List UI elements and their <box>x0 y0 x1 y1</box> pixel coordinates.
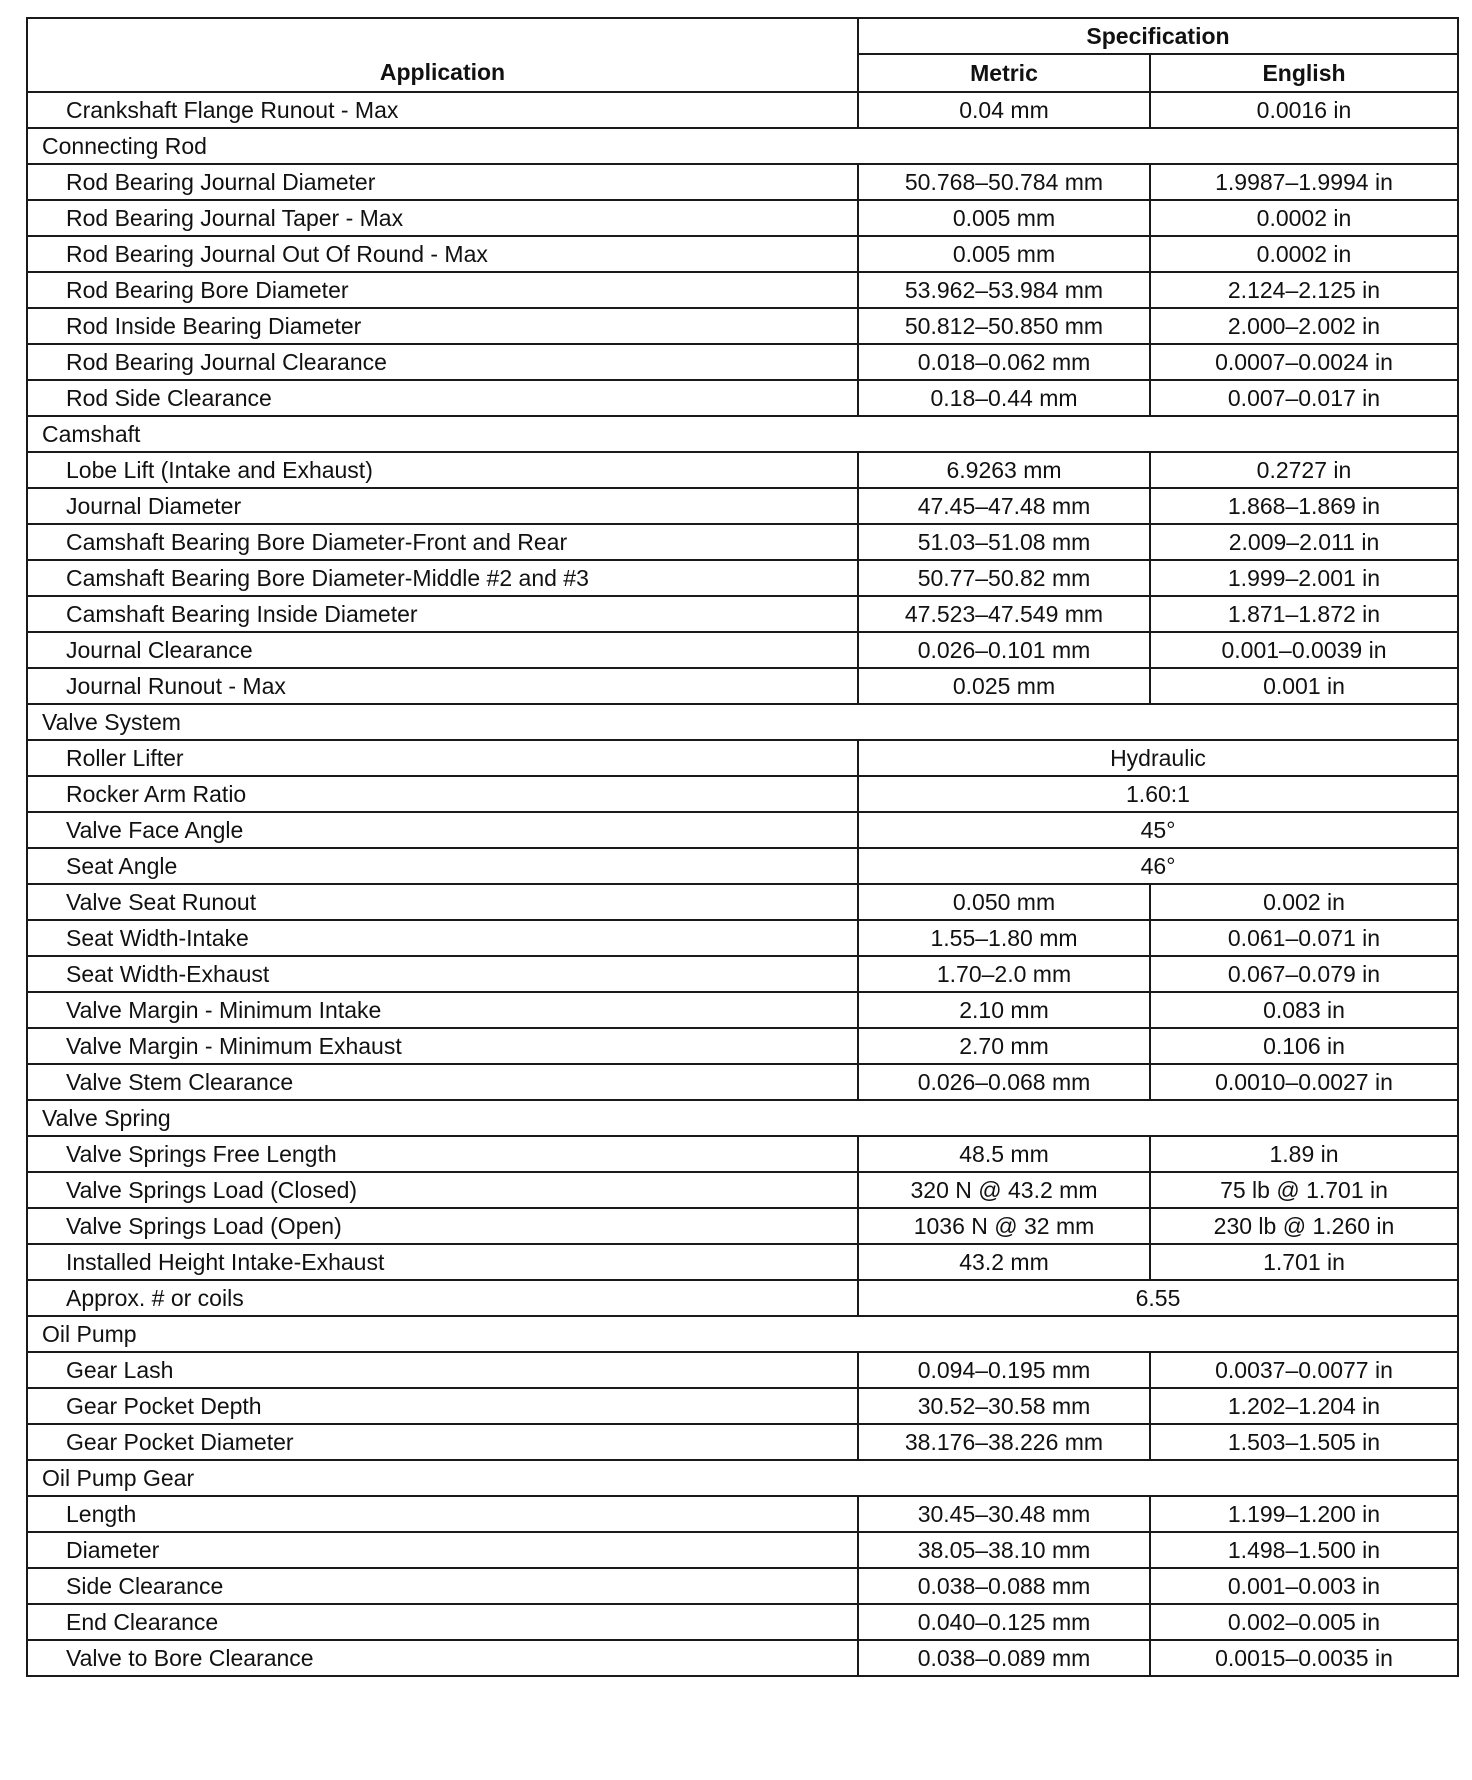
application-cell: Valve Springs Load (Open) <box>27 1208 858 1244</box>
metric-cell: 0.018–0.062 mm <box>858 344 1150 380</box>
application-cell: Rod Side Clearance <box>27 380 858 416</box>
english-cell: 2.124–2.125 in <box>1150 272 1458 308</box>
table-row <box>27 812 1458 848</box>
application-cell: Seat Width-Exhaust <box>27 956 858 992</box>
english-cell: 0.0037–0.0077 in <box>1150 1352 1458 1388</box>
english-cell: 2.009–2.011 in <box>1150 524 1458 560</box>
table-row <box>27 1136 1458 1172</box>
application-cell: Camshaft Bearing Inside Diameter <box>27 596 858 632</box>
metric-cell: 30.52–30.58 mm <box>858 1388 1150 1424</box>
english-cell: 0.0002 in <box>1150 200 1458 236</box>
application-cell: Gear Pocket Diameter <box>27 1424 858 1460</box>
application-cell: Rod Bearing Journal Clearance <box>27 344 858 380</box>
table-row <box>27 740 1458 776</box>
application-cell: Diameter <box>27 1532 858 1568</box>
english-cell: 1.503–1.505 in <box>1150 1424 1458 1460</box>
spec-value-cell: Hydraulic <box>858 740 1458 776</box>
table-row <box>27 1604 1458 1640</box>
table-row <box>27 848 1458 884</box>
table-row <box>27 1640 1458 1676</box>
application-cell: Lobe Lift (Intake and Exhaust) <box>27 452 858 488</box>
english-cell: 230 lb @ 1.260 in <box>1150 1208 1458 1244</box>
application-cell: Rod Bearing Journal Out Of Round - Max <box>27 236 858 272</box>
metric-header: Metric <box>858 54 1150 92</box>
application-cell: Valve Margin - Minimum Intake <box>27 992 858 1028</box>
table-row <box>27 1064 1458 1100</box>
english-cell: 0.001 in <box>1150 668 1458 704</box>
english-cell: 1.701 in <box>1150 1244 1458 1280</box>
metric-cell: 50.77–50.82 mm <box>858 560 1150 596</box>
table-row <box>27 668 1458 704</box>
english-header: English <box>1150 54 1458 92</box>
english-cell: 0.002 in <box>1150 884 1458 920</box>
metric-cell: 48.5 mm <box>858 1136 1150 1172</box>
section-row <box>27 1100 1458 1136</box>
application-cell: Gear Pocket Depth <box>27 1388 858 1424</box>
metric-cell: 47.45–47.48 mm <box>858 488 1150 524</box>
english-cell: 0.007–0.017 in <box>1150 380 1458 416</box>
english-cell: 2.000–2.002 in <box>1150 308 1458 344</box>
english-cell: 0.083 in <box>1150 992 1458 1028</box>
table-row <box>27 452 1458 488</box>
english-cell: 75 lb @ 1.701 in <box>1150 1172 1458 1208</box>
application-cell: Journal Runout - Max <box>27 668 858 704</box>
english-cell: 0.0007–0.0024 in <box>1150 344 1458 380</box>
application-cell: Journal Diameter <box>27 488 858 524</box>
metric-cell: 0.050 mm <box>858 884 1150 920</box>
english-cell: 0.0015–0.0035 in <box>1150 1640 1458 1676</box>
metric-cell: 30.45–30.48 mm <box>858 1496 1150 1532</box>
table-row <box>27 632 1458 668</box>
application-cell: Rod Bearing Bore Diameter <box>27 272 858 308</box>
table-row <box>27 164 1458 200</box>
application-cell: Crankshaft Flange Runout - Max <box>27 92 858 128</box>
section-label: Valve Spring <box>27 1100 1458 1136</box>
english-cell: 0.002–0.005 in <box>1150 1604 1458 1640</box>
metric-cell: 0.026–0.101 mm <box>858 632 1150 668</box>
section-label: Oil Pump <box>27 1316 1458 1352</box>
metric-cell: 43.2 mm <box>858 1244 1150 1280</box>
table-row <box>27 884 1458 920</box>
table-row <box>27 1028 1458 1064</box>
application-cell: Roller Lifter <box>27 740 858 776</box>
english-cell: 1.999–2.001 in <box>1150 560 1458 596</box>
table-row <box>27 1244 1458 1280</box>
section-label: Camshaft <box>27 416 1458 452</box>
application-cell: Valve Stem Clearance <box>27 1064 858 1100</box>
metric-cell: 0.094–0.195 mm <box>858 1352 1150 1388</box>
english-cell: 0.0002 in <box>1150 236 1458 272</box>
english-cell: 1.9987–1.9994 in <box>1150 164 1458 200</box>
table-row <box>27 1496 1458 1532</box>
section-row <box>27 416 1458 452</box>
application-cell: Valve Face Angle <box>27 812 858 848</box>
table-row <box>27 200 1458 236</box>
section-label: Oil Pump Gear <box>27 1460 1458 1496</box>
application-cell: Gear Lash <box>27 1352 858 1388</box>
application-cell: Rod Bearing Journal Diameter <box>27 164 858 200</box>
application-header: Application <box>27 18 858 92</box>
english-cell: 0.0010–0.0027 in <box>1150 1064 1458 1100</box>
application-cell: Valve to Bore Clearance <box>27 1640 858 1676</box>
spec-value-cell: 46° <box>858 848 1458 884</box>
metric-cell: 38.176–38.226 mm <box>858 1424 1150 1460</box>
english-cell: 0.061–0.071 in <box>1150 920 1458 956</box>
header-row <box>27 18 1458 54</box>
spec-value-cell: 1.60:1 <box>858 776 1458 812</box>
section-row <box>27 704 1458 740</box>
application-cell: Valve Margin - Minimum Exhaust <box>27 1028 858 1064</box>
spec-value-cell: 45° <box>858 812 1458 848</box>
application-cell: Valve Seat Runout <box>27 884 858 920</box>
specification-table <box>26 17 1459 1677</box>
table-row <box>27 1352 1458 1388</box>
application-cell: Camshaft Bearing Bore Diameter-Front and Rear <box>27 524 858 560</box>
section-label: Connecting Rod <box>27 128 1458 164</box>
section-row <box>27 1460 1458 1496</box>
table-row <box>27 308 1458 344</box>
metric-cell: 0.18–0.44 mm <box>858 380 1150 416</box>
section-row <box>27 1316 1458 1352</box>
english-cell: 1.871–1.872 in <box>1150 596 1458 632</box>
table-row <box>27 560 1458 596</box>
specification-header: Specification <box>858 18 1458 54</box>
table-row <box>27 92 1458 128</box>
english-cell: 0.001–0.003 in <box>1150 1568 1458 1604</box>
english-cell: 0.2727 in <box>1150 452 1458 488</box>
metric-cell: 53.962–53.984 mm <box>858 272 1150 308</box>
metric-cell: 0.04 mm <box>858 92 1150 128</box>
application-cell: Approx. # or coils <box>27 1280 858 1316</box>
table-row <box>27 992 1458 1028</box>
metric-cell: 0.026–0.068 mm <box>858 1064 1150 1100</box>
english-cell: 1.199–1.200 in <box>1150 1496 1458 1532</box>
table-row <box>27 956 1458 992</box>
metric-cell: 1.55–1.80 mm <box>858 920 1150 956</box>
application-cell: Rod Bearing Journal Taper - Max <box>27 200 858 236</box>
english-cell: 1.89 in <box>1150 1136 1458 1172</box>
english-cell: 0.106 in <box>1150 1028 1458 1064</box>
metric-cell: 6.9263 mm <box>858 452 1150 488</box>
metric-cell: 0.038–0.089 mm <box>858 1640 1150 1676</box>
table-row <box>27 776 1458 812</box>
metric-cell: 51.03–51.08 mm <box>858 524 1150 560</box>
table-row <box>27 1568 1458 1604</box>
metric-cell: 0.040–0.125 mm <box>858 1604 1150 1640</box>
table-row <box>27 380 1458 416</box>
table-row <box>27 1208 1458 1244</box>
table-row <box>27 920 1458 956</box>
metric-cell: 50.812–50.850 mm <box>858 308 1150 344</box>
english-cell: 0.0016 in <box>1150 92 1458 128</box>
table-row <box>27 1172 1458 1208</box>
table-row <box>27 344 1458 380</box>
application-cell: Seat Width-Intake <box>27 920 858 956</box>
metric-cell: 1036 N @ 32 mm <box>858 1208 1150 1244</box>
table-row <box>27 596 1458 632</box>
metric-cell: 0.038–0.088 mm <box>858 1568 1150 1604</box>
metric-cell: 2.70 mm <box>858 1028 1150 1064</box>
spec-value-cell: 6.55 <box>858 1280 1458 1316</box>
application-cell: Length <box>27 1496 858 1532</box>
english-cell: 0.001–0.0039 in <box>1150 632 1458 668</box>
application-cell: Rod Inside Bearing Diameter <box>27 308 858 344</box>
metric-cell: 0.005 mm <box>858 236 1150 272</box>
metric-cell: 2.10 mm <box>858 992 1150 1028</box>
application-cell: Side Clearance <box>27 1568 858 1604</box>
table-row <box>27 1532 1458 1568</box>
metric-cell: 0.025 mm <box>858 668 1150 704</box>
application-cell: Seat Angle <box>27 848 858 884</box>
application-cell: End Clearance <box>27 1604 858 1640</box>
application-cell: Installed Height Intake-Exhaust <box>27 1244 858 1280</box>
application-cell: Rocker Arm Ratio <box>27 776 858 812</box>
table-row <box>27 1424 1458 1460</box>
table-row <box>27 272 1458 308</box>
metric-cell: 47.523–47.549 mm <box>858 596 1150 632</box>
english-cell: 1.202–1.204 in <box>1150 1388 1458 1424</box>
metric-cell: 38.05–38.10 mm <box>858 1532 1150 1568</box>
english-cell: 1.498–1.500 in <box>1150 1532 1458 1568</box>
english-cell: 1.868–1.869 in <box>1150 488 1458 524</box>
application-cell: Journal Clearance <box>27 632 858 668</box>
application-cell: Valve Springs Load (Closed) <box>27 1172 858 1208</box>
english-cell: 0.067–0.079 in <box>1150 956 1458 992</box>
metric-cell: 1.70–2.0 mm <box>858 956 1150 992</box>
table-row <box>27 1280 1458 1316</box>
section-label: Valve System <box>27 704 1458 740</box>
metric-cell: 50.768–50.784 mm <box>858 164 1150 200</box>
section-row <box>27 128 1458 164</box>
specification-body <box>27 92 1458 1676</box>
application-cell: Camshaft Bearing Bore Diameter-Middle #2 and #3 <box>27 560 858 596</box>
table-row <box>27 524 1458 560</box>
table-row <box>27 488 1458 524</box>
metric-cell: 0.005 mm <box>858 200 1150 236</box>
application-cell: Valve Springs Free Length <box>27 1136 858 1172</box>
table-row <box>27 1388 1458 1424</box>
table-row <box>27 236 1458 272</box>
metric-cell: 320 N @ 43.2 mm <box>858 1172 1150 1208</box>
